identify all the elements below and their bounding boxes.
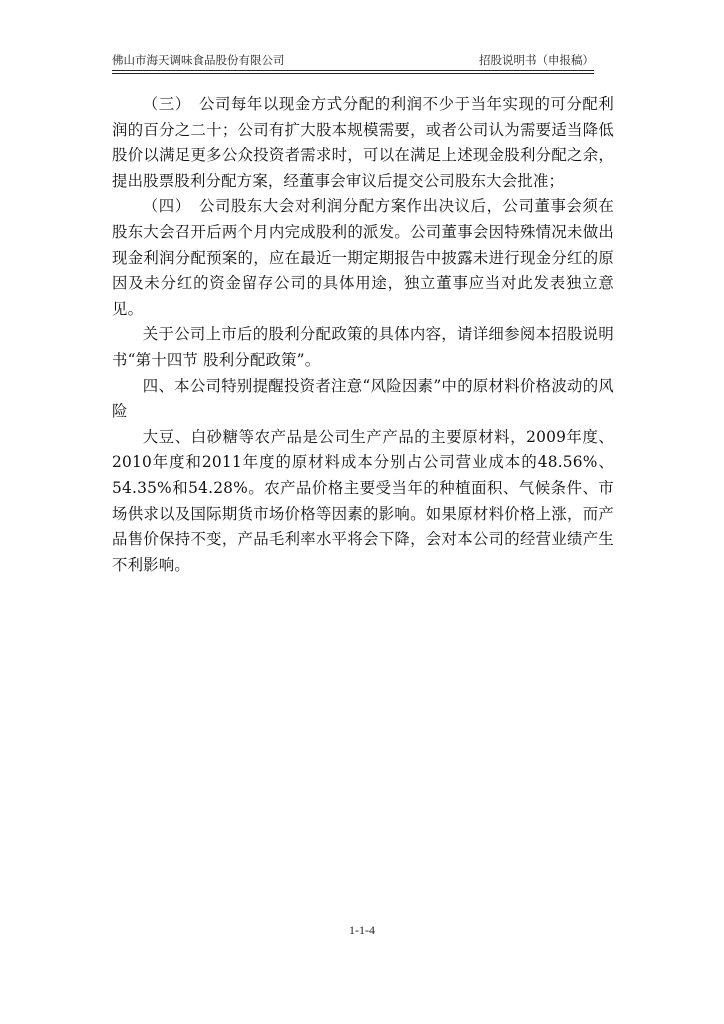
- page-number: 1-1-4: [349, 923, 375, 937]
- paragraph-dividend-policy-reference: 关于公司上市后的股利分配政策的具体内容，请详细参阅本招股说明书“第十四节 股利分配政策”。: [112, 325, 614, 369]
- page-header: [112, 50, 594, 70]
- header-divider: [112, 70, 594, 71]
- header-company-name: 佛山市海天调味食品股份有限公司: [112, 53, 285, 67]
- section-heading-raw-material-risk: 四、本公司特别提醒投资者注意“风险因素”中的原材料价格波动的风险: [112, 376, 614, 421]
- paragraph-raw-material-risk: 大豆、白砂糖等农产品是公司生产产品的主要原材料，2009年度、2010年度和2011年度的原材料成本分别占公司营业成本的48.56%、54.35%和54.28%。农产品价格主要受当年的种植面积、气候条件、市场供求以及国际期货市场价格等因素的影响。如果原材料价格上涨，而产品售价保持不变，产品毛利率水平将会下降，会对本公司的经营业绩产生不利影响。: [112, 427, 614, 574]
- header-document-title: 招股说明书（申报稿）: [479, 53, 594, 67]
- header-divider-thin: [112, 73, 594, 74]
- body-text: [112, 92, 614, 578]
- paragraph-cash-dividend-ratio: （三） 公司每年以现金方式分配的利润不少于当年实现的可分配利润的百分之二十；公司有扩大股本规模需要，或者公司认为需要适当降低股价以满足更多公众投资者需求时，可以在满足上述现金股利分配之余，提出股票股利分配方案，经董事会审议后提交公司股东大会批准；: [112, 95, 614, 190]
- paragraph-dividend-distribution: （四） 公司股东大会对利润分配方案作出决议后，公司董事会须在股东大会召开后两个月内完成股利的派发。公司董事会因特殊情况未做出现金利润分配预案的，应在最近一期定期报告中披露未进行现金分红的原因及未分红的资金留存公司的具体用途，独立董事应当对此发表独立意见。: [112, 197, 614, 318]
